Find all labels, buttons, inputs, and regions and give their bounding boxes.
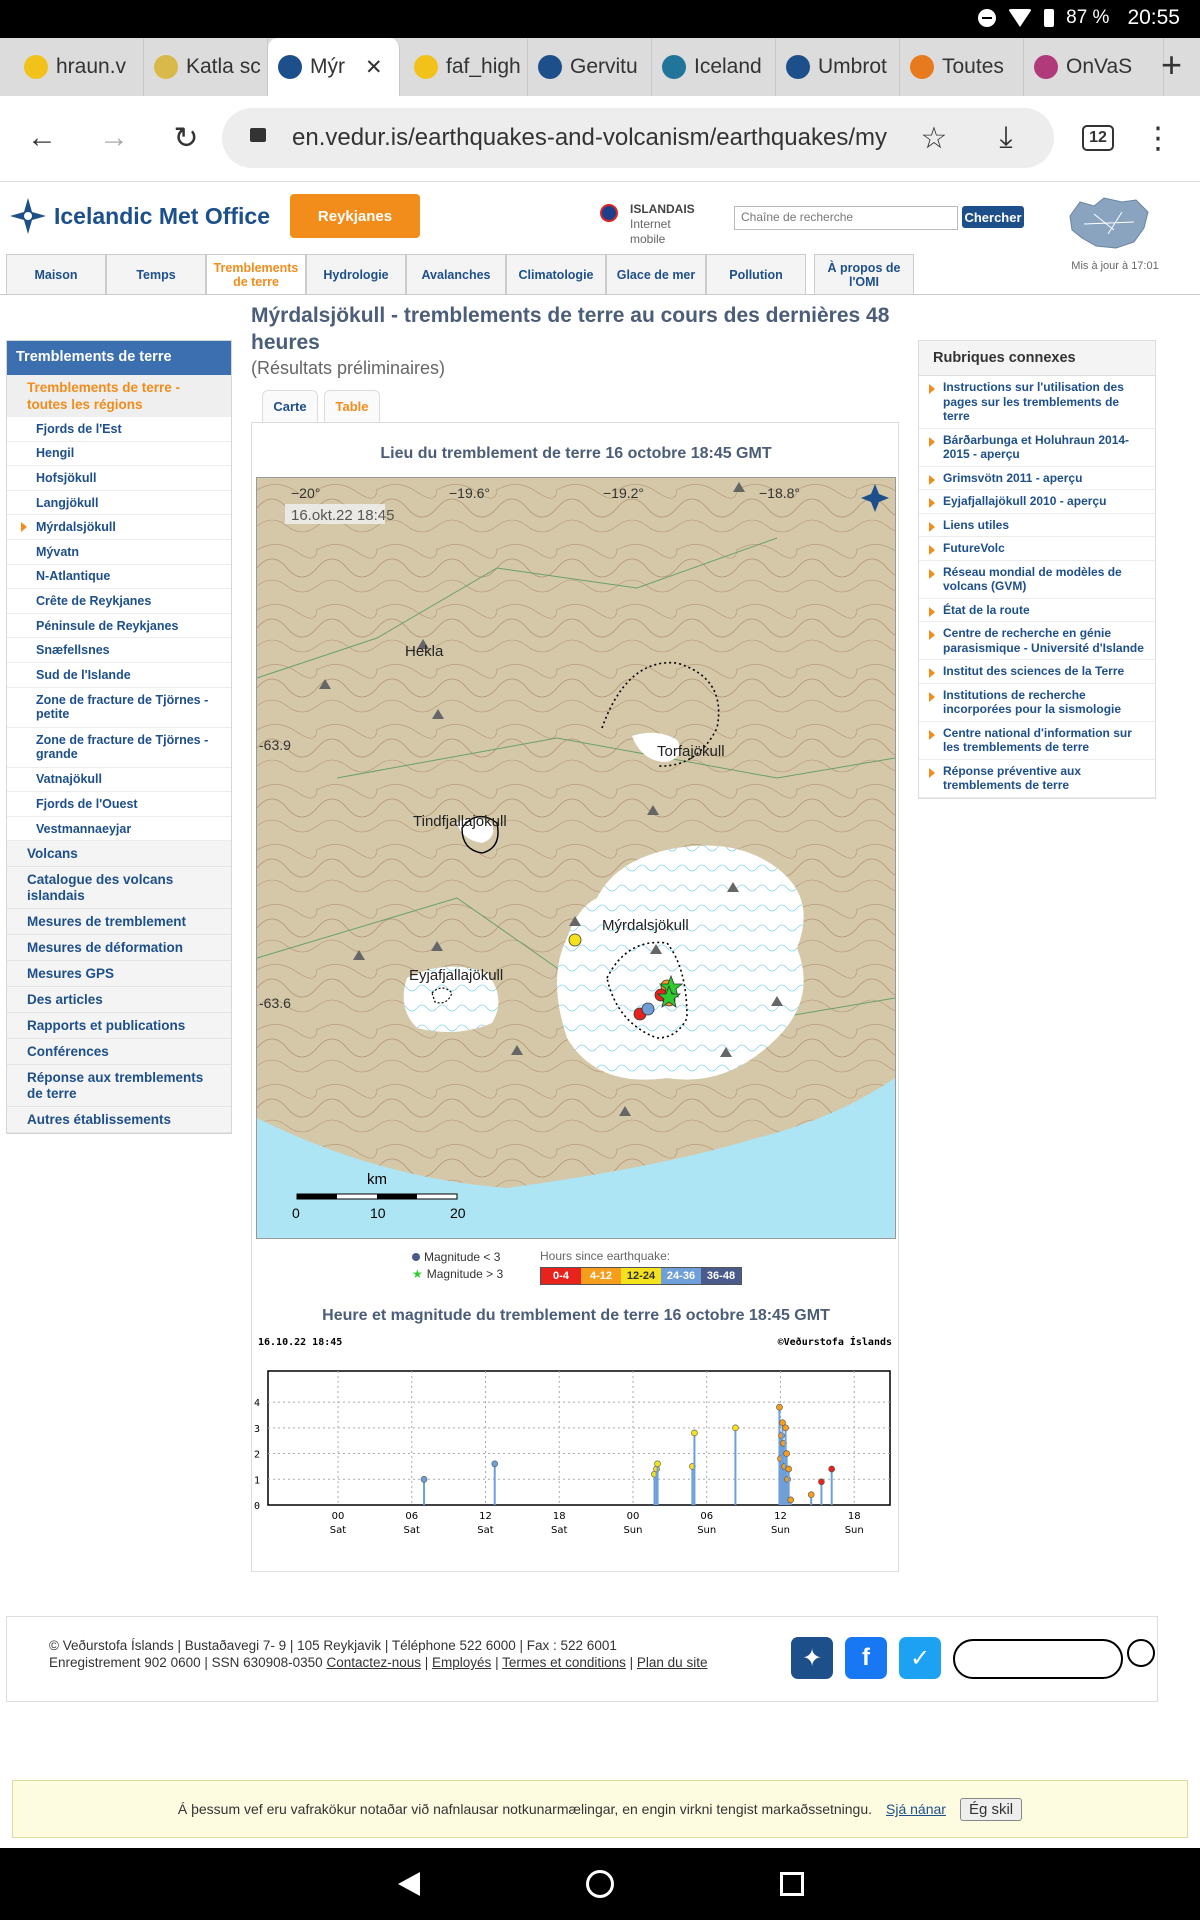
longitude-label: −19.2°	[603, 485, 645, 501]
sidebar-item[interactable]: Des articles	[7, 987, 231, 1013]
earthquake-point	[788, 1497, 794, 1503]
imo-logo[interactable]	[8, 196, 270, 236]
earthquake-point	[732, 1425, 738, 1431]
browser-toolbar	[0, 96, 1200, 182]
eq-marker	[569, 934, 581, 946]
chart-timestamp: 16.10.22 18:45	[258, 1337, 343, 1348]
nav-item[interactable]: Climatologie	[506, 254, 606, 294]
x-tick-day: Sun	[697, 1525, 717, 1536]
earthquake-point	[691, 1430, 697, 1436]
url-text: en.vedur.is/earthquakes-and-volcanism/earthquakes/my	[292, 124, 887, 151]
related-link[interactable]: Institutions de recherche incorporées pour la sismologie	[919, 684, 1155, 722]
related-topics	[918, 340, 1156, 799]
earthquake-point	[786, 1466, 792, 1472]
related-header: Rubriques connexes	[919, 341, 1155, 376]
latitude-label: -63.9	[259, 737, 291, 753]
cookie-more-link[interactable]: Sjá nánar	[886, 1801, 946, 1817]
legend-small: Magnitude < 3	[412, 1249, 503, 1266]
nav-item[interactable]: Glace de mer	[606, 254, 706, 294]
new-tab-icon[interactable]: +	[1160, 44, 1182, 85]
sidebar-subitem[interactable]: Vestmannaeyjar	[7, 817, 231, 842]
reykjanes-button[interactable]: Reykjanes	[290, 194, 420, 238]
legend-bin: 36-48	[701, 1268, 741, 1284]
legend-bin: 12-24	[621, 1268, 661, 1284]
browser-tab[interactable]	[144, 38, 268, 96]
sidebar-subitem[interactable]: Vatnajökull	[7, 768, 231, 793]
map-legend	[252, 1243, 900, 1293]
logo-text: Icelandic Met Office	[54, 202, 271, 229]
search-button[interactable]: Chercher	[962, 206, 1024, 228]
footer-contact-link[interactable]: Contactez-nous	[326, 1655, 422, 1670]
nav-divider	[0, 294, 1200, 295]
x-tick-hour: 00	[626, 1511, 640, 1522]
sidebar-header[interactable]: Tremblements de terre	[7, 341, 231, 375]
x-tick-day: Sun	[623, 1525, 643, 1536]
browser-tab-strip	[0, 38, 1200, 96]
related-link[interactable]: Eyjafjallajökull 2010 - aperçu	[919, 490, 1155, 514]
longitude-label: −18.8°	[759, 485, 801, 501]
sidebar-subitem[interactable]: Sud de l'Islande	[7, 663, 231, 688]
related-link[interactable]: Liens utiles	[919, 514, 1155, 538]
related-link[interactable]: FutureVolc	[919, 537, 1155, 561]
browser-tab[interactable]	[900, 38, 1024, 96]
earthquake-point	[655, 1461, 661, 1467]
hours-bins	[540, 1267, 742, 1285]
lock-icon	[250, 128, 266, 142]
x-tick-hour: 06	[405, 1511, 419, 1522]
sidebar-item[interactable]: Rapports et publications	[7, 1013, 231, 1039]
related-link[interactable]: Centre de recherche en génie parasismique - Université d'Islande	[919, 622, 1155, 660]
earthquake-point	[783, 1425, 789, 1431]
place-label: Torfajökull	[657, 743, 725, 760]
sidebar-subitem[interactable]: Mývatn	[7, 540, 231, 565]
nav-item[interactable]: Tremblements de terre	[206, 254, 306, 294]
browser-tab[interactable]	[776, 38, 900, 96]
cookie-text: Á þessum vef eru vafrakökur notaðar við nafnlausar notkunarmælingar, en engin virkni tengist markaðssetningu.	[177, 1801, 873, 1817]
nav-recents-icon[interactable]	[780, 1872, 804, 1896]
browser-tab[interactable]	[268, 38, 400, 96]
chart-credit: ©Veðurstofa Íslands	[777, 1337, 892, 1348]
battery-icon	[1044, 9, 1054, 27]
last-updated: Mis à jour à 17:01	[1071, 260, 1159, 272]
lang-sub1: Internet	[630, 217, 671, 231]
iceland-map-thumbnail[interactable]	[1064, 194, 1152, 252]
legend-big: ★ Magnitude > 3	[412, 1267, 504, 1281]
eq-marker	[642, 1003, 654, 1015]
tab-favicon-icon	[910, 55, 934, 79]
footer-text: © Veðurstofa Íslands | Bustaðavegi 7- 9 | 105 Reykjavik | Téléphone 522 6000 | Fax : 522 6001 Enregistrement 902 0600 | SSN 630908-0350 Contactez-nous | Employés | Termes et conditions | Plan du site	[49, 1638, 708, 1670]
related-link[interactable]: Réseau mondial de modèles de volcans (GVM)	[919, 561, 1155, 599]
tab-count: 12	[1082, 125, 1114, 151]
related-link[interactable]: État de la route	[919, 599, 1155, 623]
magnitude-chart	[253, 1333, 896, 1553]
back-icon[interactable]: ←	[27, 121, 57, 154]
sidebar	[6, 340, 232, 1134]
related-link[interactable]: Réponse préventive aux tremblements de terre	[919, 760, 1155, 798]
sidebar-subitem[interactable]: Fjords de l'Est	[7, 417, 231, 442]
tab-favicon-icon	[662, 55, 686, 79]
scale-unit: km	[367, 1171, 387, 1188]
earthquake-point	[829, 1466, 835, 1472]
place-label: Tindfjallajökull	[413, 813, 507, 830]
hours-title: Hours since earthquake:	[540, 1249, 671, 1263]
scale-tick-0: 0	[292, 1205, 300, 1221]
tab-favicon-icon	[154, 55, 178, 79]
place-label: Mýrdalsjökull	[602, 917, 689, 934]
x-tick-day: Sat	[477, 1525, 494, 1536]
wifi-icon	[1008, 9, 1032, 27]
map-heading: Lieu du tremblement de terre 16 octobre 18:45 GMT	[380, 445, 772, 462]
tab-label: hraun.v	[56, 55, 127, 78]
imo-logo-icon	[8, 196, 48, 236]
browser-tab[interactable]	[1024, 38, 1164, 96]
nav-item[interactable]: Hydrologie	[306, 254, 406, 294]
y-tick-label: 2	[253, 1449, 260, 1461]
tab-label: Umbrot	[818, 55, 887, 78]
sidebar-subitem[interactable]: Snæfellsnes	[7, 638, 231, 663]
y-tick-label: 0	[253, 1501, 260, 1512]
x-tick-day: Sat	[551, 1525, 568, 1536]
tab-label: Iceland	[694, 55, 762, 78]
android-nav-bar	[0, 1848, 1200, 1920]
iso-certification-icons	[953, 1639, 1123, 1679]
battery-level: 87 %	[1066, 7, 1110, 28]
tab-label: OnVaS	[1066, 55, 1133, 78]
earthquake-point	[778, 1433, 784, 1439]
x-tick-hour: 18	[552, 1511, 566, 1522]
browser-tab[interactable]	[404, 38, 528, 96]
x-tick-day: Sun	[844, 1525, 864, 1536]
footer-line1: © Veðurstofa Íslands | Bustaðavegi 7- 9 | 105 Reykjavik | Téléphone 522 6000 | Fax : 522 6001	[49, 1638, 617, 1653]
uk-flag-icon	[600, 204, 618, 222]
small-dot-icon	[412, 1253, 420, 1261]
sidebar-item[interactable]: Mesures de déformation	[7, 935, 231, 961]
nav-item[interactable]: Maison	[6, 254, 106, 294]
legend-bin: 4-12	[581, 1268, 621, 1284]
earthquake-point	[421, 1476, 427, 1482]
nav-item[interactable]: Temps	[106, 254, 206, 294]
globe-certification-icon	[1127, 1639, 1155, 1667]
menu-icon[interactable]: ⋮	[1143, 121, 1173, 155]
tab-map[interactable]: Carte	[262, 390, 318, 422]
sidebar-item[interactable]: Réponse aux tremblements de terre	[7, 1065, 231, 1107]
map-timestamp: 16.okt.22 18:45	[291, 507, 395, 524]
tab-favicon-icon	[1034, 55, 1058, 79]
nav-back-icon[interactable]	[398, 1872, 420, 1896]
related-link[interactable]: Instructions sur l'utilisation des pages sur les tremblements de terre	[919, 376, 1155, 429]
clock: 20:55	[1127, 6, 1180, 29]
sidebar-item[interactable]: Catalogue des volcans islandais	[7, 867, 231, 909]
x-tick-hour: 06	[700, 1511, 714, 1522]
x-tick-hour: 18	[847, 1511, 861, 1522]
scale-tick-2: 20	[450, 1205, 466, 1221]
status-bar	[0, 0, 1200, 38]
sidebar-item[interactable]: Mesures GPS	[7, 961, 231, 987]
tab-favicon-icon	[414, 55, 438, 79]
earthquake-point	[785, 1476, 791, 1482]
language-switch[interactable]	[600, 202, 695, 247]
legend-bin: 24-36	[661, 1268, 701, 1284]
map-panel	[251, 422, 899, 1572]
sidebar-subitem[interactable]: Zone de fracture de Tjörnes - grande	[7, 728, 231, 768]
footer	[6, 1616, 1158, 1702]
earthquake-point	[808, 1492, 814, 1498]
page-subtitle: (Résultats préliminaires)	[251, 358, 446, 378]
footer-terms-link[interactable]: Termes et conditions	[502, 1655, 626, 1670]
longitude-label: −19.6°	[449, 485, 491, 501]
sidebar-subitem[interactable]: Hengil	[7, 442, 231, 467]
legend-bin: 0-4	[541, 1268, 581, 1284]
close-tab-icon[interactable]: ✕	[365, 55, 383, 79]
sidebar-current[interactable]: Tremblements de terre - toutes les régions	[7, 375, 231, 417]
sidebar-item[interactable]: Mesures de tremblement	[7, 909, 231, 935]
nav-item[interactable]: Avalanches	[406, 254, 506, 294]
tab-favicon-icon	[786, 55, 810, 79]
footer-staff-link[interactable]: Employés	[432, 1655, 492, 1670]
x-tick-hour: 00	[331, 1511, 345, 1522]
earthquake-point	[776, 1404, 782, 1410]
bookmark-star-icon[interactable]: ☆	[920, 121, 948, 155]
tab-label: Mýr	[310, 55, 345, 78]
scale-tick-1: 10	[370, 1205, 386, 1221]
x-tick-day: Sat	[403, 1525, 420, 1536]
tab-favicon-icon	[538, 55, 562, 79]
lang-title: ISLANDAIS	[630, 202, 695, 216]
earthquake-point	[818, 1479, 824, 1485]
related-link[interactable]: Institut des sciences de la Terre	[919, 660, 1155, 684]
earthquake-point	[784, 1451, 790, 1457]
reload-icon[interactable]: ↻	[173, 121, 199, 155]
place-label: Eyjafjallajökull	[409, 967, 504, 984]
main-nav	[6, 254, 914, 294]
twitter-icon[interactable]: ✓	[899, 1637, 941, 1679]
related-link[interactable]: Centre national d'information sur les tremblements de terre	[919, 722, 1155, 760]
plot-area	[268, 1371, 890, 1505]
sidebar-item[interactable]: Volcans	[7, 841, 231, 867]
imo-social-icon[interactable]: ✦	[791, 1637, 833, 1679]
latitude-label: -63.6	[259, 995, 291, 1011]
tab-label: faf_high	[446, 55, 521, 78]
magnitude-chart-svg	[253, 1333, 896, 1553]
sidebar-subitem[interactable]: N-Atlantique	[7, 565, 231, 590]
sidebar-item[interactable]: Autres établissements	[7, 1107, 231, 1133]
lang-sub2: mobile	[630, 232, 666, 246]
tab-label: Gervitu	[570, 55, 638, 78]
related-link[interactable]: Grimsvötn 2011 - aperçu	[919, 467, 1155, 491]
sidebar-subitem[interactable]: Zone de fracture de Tjörnes - petite	[7, 688, 231, 728]
dnd-icon	[978, 9, 996, 27]
earthquake-point	[492, 1461, 498, 1467]
place-label: Hekla	[405, 643, 444, 660]
nav-item[interactable]: Pollution	[706, 254, 806, 294]
y-tick-label: 4	[253, 1398, 260, 1410]
page-title: Mýrdalsjökull - tremblements de terre au cours des dernières 48 heures	[251, 304, 890, 354]
tab-table[interactable]: Table	[324, 390, 380, 422]
sidebar-subitem[interactable]: Péninsule de Reykjanes	[7, 614, 231, 639]
cookie-banner	[12, 1780, 1188, 1838]
browser-tab[interactable]	[14, 38, 144, 96]
tab-favicon-icon	[278, 55, 302, 79]
sidebar-subitem[interactable]: Langjökull	[7, 491, 231, 516]
nav-item[interactable]: À propos de l'OMI	[814, 254, 914, 294]
footer-sitemap-link[interactable]: Plan du site	[636, 1655, 708, 1670]
facebook-icon[interactable]: f	[845, 1637, 887, 1679]
longitude-label: −20°	[291, 485, 321, 501]
x-tick-hour: 12	[774, 1511, 787, 1522]
related-link[interactable]: Bárðarbunga et Holuhraun 2014-2015 - aperçu	[919, 429, 1155, 467]
tab-switcher-button[interactable]	[1074, 114, 1122, 162]
sidebar-subitem[interactable]: Crête de Reykjanes	[7, 589, 231, 614]
tab-favicon-icon	[24, 55, 48, 79]
tab-label: Toutes	[942, 55, 1004, 78]
nav-home-icon[interactable]	[586, 1870, 614, 1898]
download-icon[interactable]: ⤓	[999, 121, 1013, 154]
x-tick-day: Sun	[770, 1525, 790, 1536]
browser-tab[interactable]	[652, 38, 776, 96]
sidebar-subitem[interactable]: Hofsjökull	[7, 466, 231, 491]
sidebar-subitem[interactable]: Mýrdalsjökull	[7, 515, 231, 540]
cookie-accept-button[interactable]: Ég skil	[960, 1798, 1022, 1821]
star-icon: ★	[412, 1267, 423, 1281]
forward-icon[interactable]: →	[99, 121, 129, 154]
tab-label: Katla sc	[186, 55, 261, 78]
x-tick-day: Sat	[329, 1525, 347, 1536]
footer-line2: Enregistrement 902 0600 | SSN 630908-0350	[49, 1655, 327, 1670]
y-tick-label: 1	[253, 1475, 260, 1487]
browser-tab[interactable]	[528, 38, 652, 96]
sidebar-item[interactable]: Conférences	[7, 1039, 231, 1065]
sidebar-subitem[interactable]: Fjords de l'Ouest	[7, 792, 231, 817]
y-tick-label: 3	[253, 1423, 260, 1435]
chart-heading: Heure et magnitude du tremblement de terre 16 octobre 18:45 GMT	[322, 1307, 830, 1324]
earthquake-map[interactable]	[256, 477, 896, 1239]
content-tabs	[262, 390, 380, 422]
search-input[interactable]: Chaîne de recherche	[734, 206, 958, 230]
x-tick-hour: 12	[479, 1511, 492, 1522]
